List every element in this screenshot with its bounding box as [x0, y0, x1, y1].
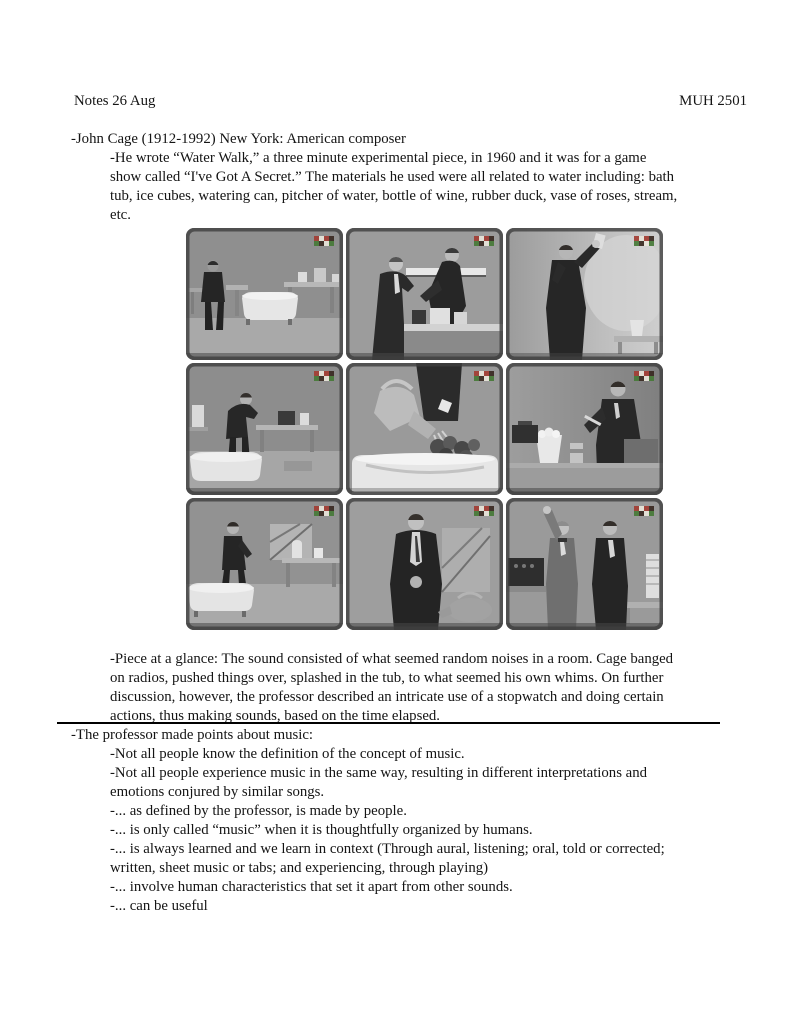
paragraph-line: on radios, pushed things over, splashed in the tub, to what seemed his own whims. On further — [110, 670, 664, 686]
photo-illustration — [346, 228, 503, 360]
tv-watermark-icon — [474, 506, 494, 516]
photo-still-table-and-tub — [186, 363, 343, 495]
composer-heading: -John Cage (1912-1992) New York: American composer — [71, 131, 406, 147]
paragraph-line: actions, thus making sounds, based on the time elapsed. — [110, 708, 440, 724]
tv-watermark-icon — [474, 371, 494, 381]
photo-still-host-waving — [506, 498, 663, 630]
water-walk-paragraph — [110, 149, 755, 225]
tv-watermark-icon — [634, 506, 654, 516]
list-item: emotions conjured by similar songs. — [110, 784, 325, 800]
photo-still-watering-can — [346, 363, 503, 495]
paragraph-line: discussion, however, the professor described an intricate use of a stopwatch and doing certain — [110, 689, 664, 705]
paragraph-line: show called “I've Got A Secret.” The materials he used were all related to water including: bath — [110, 169, 675, 185]
paragraph-line: tub, ice cubes, watering can, pitcher of water, bottle of wine, rubber duck, vase of roses, stream, — [110, 188, 678, 204]
section-divider — [57, 722, 720, 724]
water-walk-photo-grid — [186, 228, 663, 630]
list-item: -Not all people know the definition of the concept of music. — [110, 746, 465, 762]
photo-illustration — [186, 363, 343, 495]
tv-watermark-icon — [314, 236, 334, 246]
list-item: written, sheet music or tabs; and experiencing, through playing) — [110, 860, 489, 876]
points-list — [110, 745, 755, 916]
photo-still-walking-past-tub — [186, 498, 343, 630]
photo-illustration — [346, 363, 503, 495]
piece-at-a-glance-paragraph — [110, 650, 755, 726]
photo-still-cage-center — [346, 498, 503, 630]
tv-watermark-icon — [314, 371, 334, 381]
photo-still-wide-stage — [186, 228, 343, 360]
tv-watermark-icon — [314, 506, 334, 516]
photo-still-host-and-cage — [346, 228, 503, 360]
points-heading: -The professor made points about music: — [71, 727, 314, 743]
tv-watermark-icon — [634, 236, 654, 246]
tv-watermark-icon — [634, 371, 654, 381]
course-code: MUH 2501 — [679, 93, 747, 109]
paragraph-line: -He wrote “Water Walk,” a three minute experimental piece, in 1960 and it was for a game — [110, 150, 647, 166]
photo-still-ice-pot-table — [506, 363, 663, 495]
notes-title: Notes 26 Aug — [74, 93, 156, 109]
list-item: -... is always learned and we learn in context (Through aural, listening; oral, told or corrected; — [110, 841, 665, 857]
photo-illustration — [346, 498, 503, 630]
photo-illustration — [506, 228, 663, 360]
paragraph-line: etc. — [110, 207, 131, 223]
photo-illustration — [506, 498, 663, 630]
list-item: -Not all people experience music in the same way, resulting in different interpretations and — [110, 765, 648, 781]
photo-illustration — [186, 498, 343, 630]
tv-watermark-icon — [474, 236, 494, 246]
paragraph-line: -Piece at a glance: The sound consisted of what seemed random noises in a room. Cage banged — [110, 651, 674, 667]
document-header — [74, 92, 747, 111]
list-item: -... can be useful — [110, 898, 208, 914]
photo-illustration — [186, 228, 343, 360]
photo-illustration — [506, 363, 663, 495]
list-item: -... as defined by the professor, is made by people. — [110, 803, 407, 819]
list-item: -... involve human characteristics that set it apart from other sounds. — [110, 879, 513, 895]
photo-still-cage-shaking — [506, 228, 663, 360]
list-item: -... is only called “music” when it is thoughtfully organized by humans. — [110, 822, 533, 838]
